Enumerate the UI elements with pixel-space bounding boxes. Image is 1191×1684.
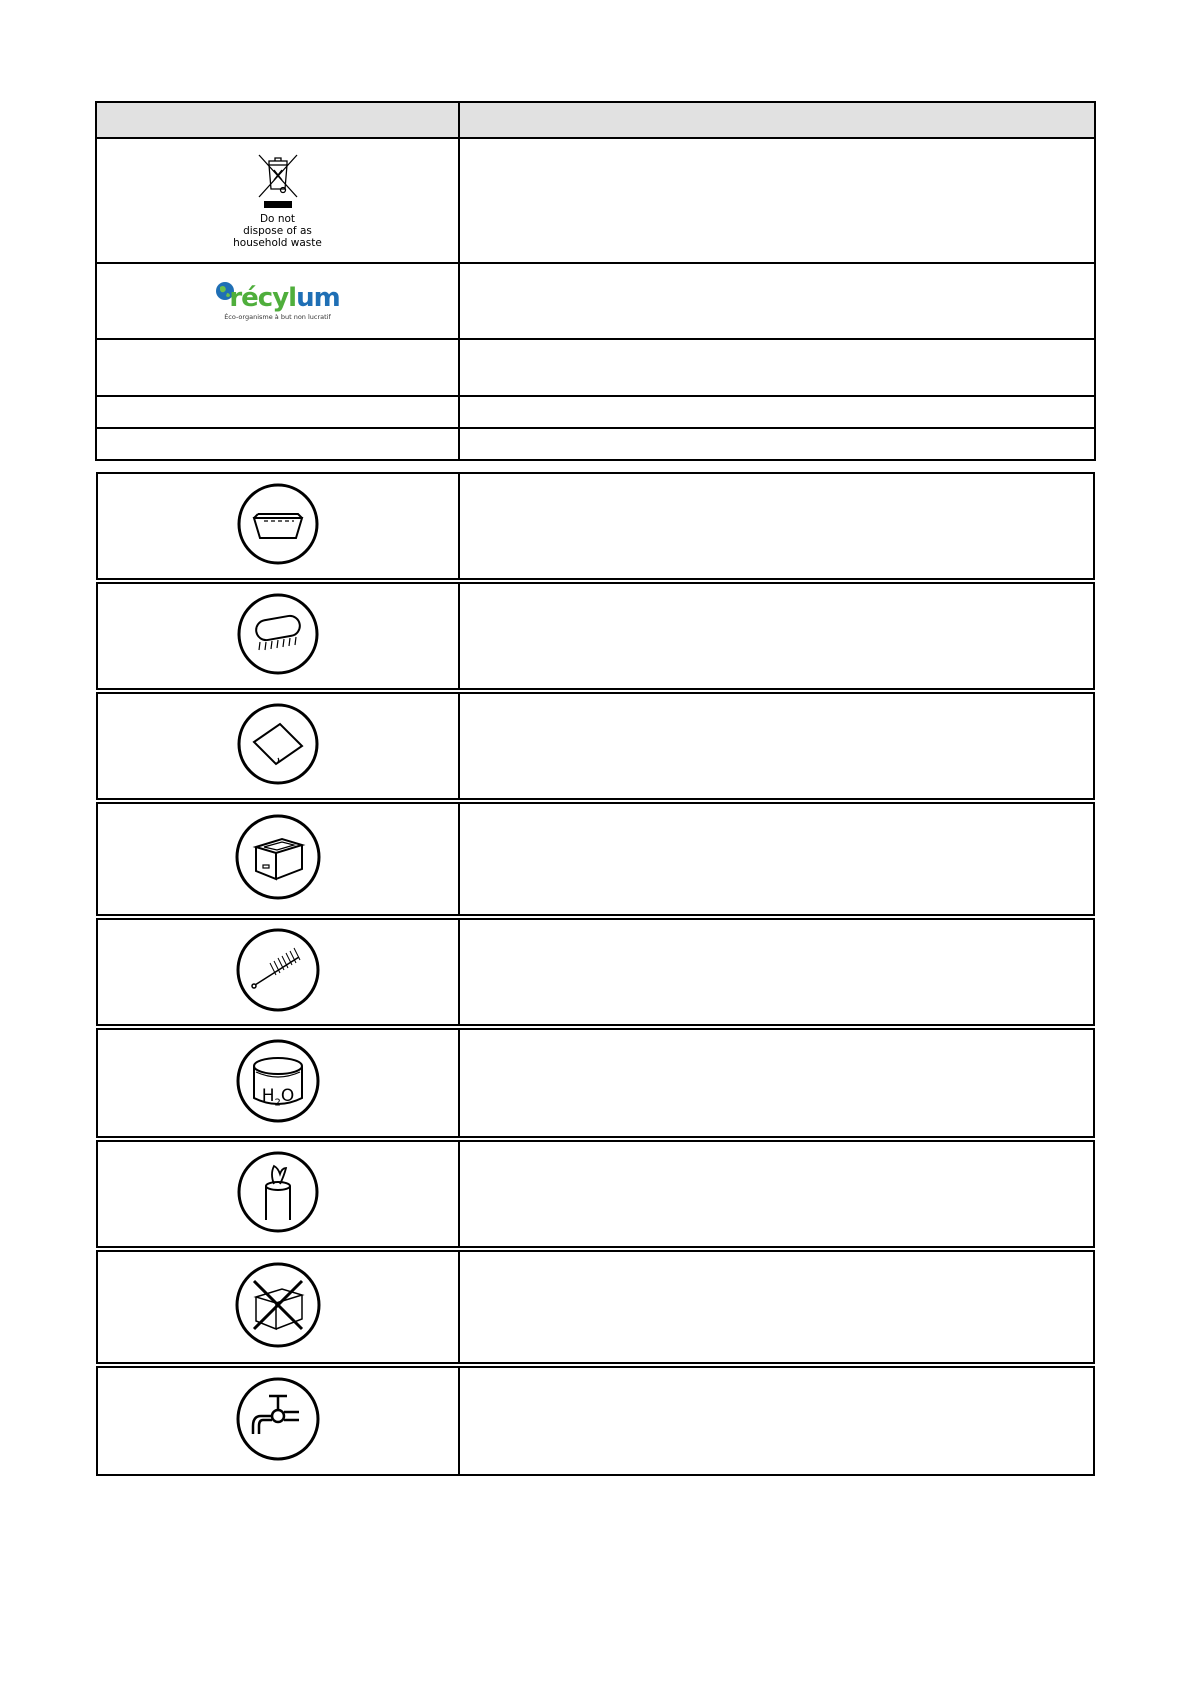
table-row xyxy=(96,138,1095,263)
cleaning-row-table xyxy=(96,692,1095,800)
icon-cell xyxy=(97,1029,459,1137)
recylum-logo xyxy=(215,281,339,321)
disposal-table xyxy=(95,101,1096,461)
cleaning-row-table xyxy=(96,1250,1095,1364)
h2o-sub: 2 xyxy=(274,1097,281,1109)
water-bath-icon-wrap xyxy=(235,1038,321,1124)
empty-cell xyxy=(459,396,1095,428)
description-cell xyxy=(459,583,1094,689)
recylum-wordmark-part: r xyxy=(229,283,242,313)
recylum-logo-cell xyxy=(96,263,459,339)
icon-cell xyxy=(97,1367,459,1475)
header-cell-description xyxy=(459,102,1095,138)
table-row xyxy=(97,1141,1094,1247)
empty-cell xyxy=(459,339,1095,396)
running-water-tap-icon xyxy=(235,1376,321,1462)
weee-symbol-cell xyxy=(96,138,459,263)
cleaning-row-table xyxy=(96,1366,1095,1476)
description-cell xyxy=(459,1141,1094,1247)
empty-cell xyxy=(459,428,1095,460)
description-cell xyxy=(459,1251,1094,1363)
h2o-h: H xyxy=(261,1086,275,1106)
crossed-out-wheelie-bin-icon xyxy=(256,153,300,211)
container-icon xyxy=(234,813,322,901)
cleaning-row-table xyxy=(96,1028,1095,1138)
table-row xyxy=(97,583,1094,689)
description-cell xyxy=(459,803,1094,915)
icon-cell xyxy=(97,1251,459,1363)
cleaning-row-table xyxy=(96,918,1095,1026)
table-row xyxy=(97,1029,1094,1137)
description-cell xyxy=(459,1367,1094,1475)
icon-cell xyxy=(97,693,459,799)
weee-caption-line: household waste xyxy=(233,236,322,249)
wipes-icon xyxy=(236,1150,320,1234)
description-cell xyxy=(459,473,1094,579)
table-row xyxy=(96,339,1095,396)
cleaning-row-table xyxy=(96,802,1095,916)
table-row xyxy=(97,1367,1094,1475)
icon-cell xyxy=(97,1141,459,1247)
description-cell xyxy=(459,1029,1094,1137)
recylum-wordmark xyxy=(229,285,339,311)
empty-cell xyxy=(96,339,459,396)
empty-cell xyxy=(96,396,459,428)
weee-caption xyxy=(233,213,322,249)
table-row xyxy=(96,428,1095,460)
recylum-wordmark-part: um xyxy=(296,283,340,313)
h2o-o: O xyxy=(280,1086,295,1106)
cleaning-row-table xyxy=(96,582,1095,690)
table-row xyxy=(97,1251,1094,1363)
weee-caption-line: Do not xyxy=(259,212,296,225)
recylum-wordmark-part: é xyxy=(241,283,258,313)
cloth-icon xyxy=(236,702,320,786)
table-row xyxy=(97,919,1094,1025)
brush-icon xyxy=(236,592,320,676)
bottle-brush-icon xyxy=(235,927,321,1013)
table-row xyxy=(96,396,1095,428)
icon-cell xyxy=(97,473,459,579)
recylum-description-cell xyxy=(459,263,1095,339)
table-row xyxy=(97,693,1094,799)
icon-cell xyxy=(97,803,459,915)
table-header-row xyxy=(96,102,1095,138)
cleaning-row-table xyxy=(96,1140,1095,1248)
recylum-subtitle: Éco-organisme à but non lucratif xyxy=(224,313,331,321)
tray-icon xyxy=(236,482,320,566)
description-cell xyxy=(459,919,1094,1025)
icon-cell xyxy=(97,919,459,1025)
icon-cell xyxy=(97,583,459,689)
description-cell xyxy=(459,693,1094,799)
table-row xyxy=(97,803,1094,915)
weee-caption-line: dispose of as xyxy=(243,224,312,237)
no-ultrasonic-bath-icon xyxy=(234,1261,322,1349)
header-cell-symbol xyxy=(96,102,459,138)
table-row xyxy=(97,473,1094,579)
h2o-label xyxy=(235,1087,321,1112)
recylum-wordmark-part: cyl xyxy=(257,283,297,313)
empty-cell xyxy=(96,428,459,460)
weee-description-cell xyxy=(459,138,1095,263)
table-row xyxy=(96,263,1095,339)
cleaning-row-table xyxy=(96,472,1095,580)
